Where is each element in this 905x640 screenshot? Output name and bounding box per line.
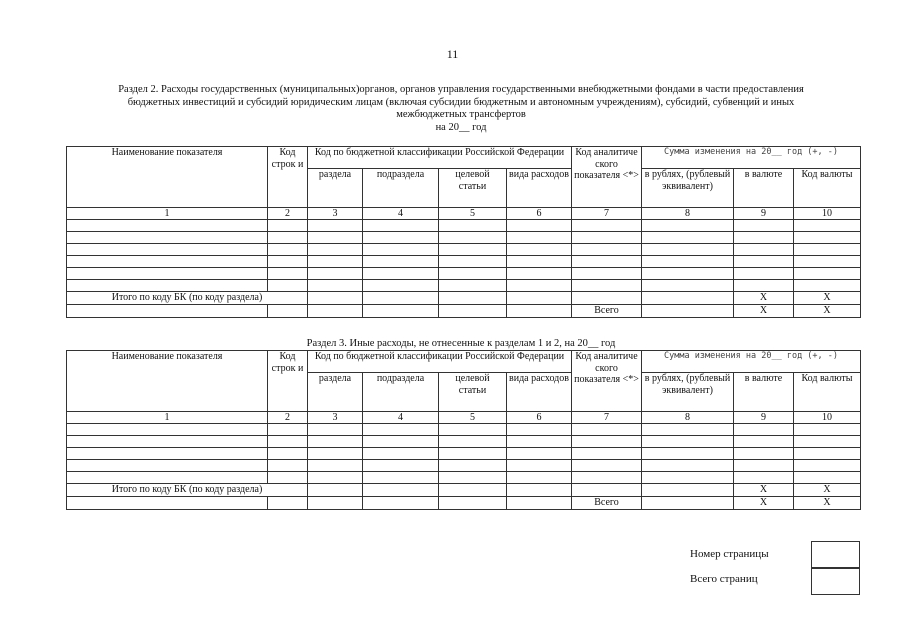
col-number: 4 [363, 208, 439, 220]
table-row [67, 244, 861, 256]
col-podrazdel-header: подраздела [363, 169, 439, 208]
section2-heading-line: межбюджетных трансфертов [396, 109, 526, 120]
table-row [67, 472, 861, 484]
col-number: 5 [439, 412, 507, 424]
section3-heading: Раздел 3. Иные расходы, не отнесенные к разделам 1 и 2, на 20__ год [306, 338, 616, 349]
col-row-code-header: Код строк и [268, 147, 308, 208]
table-row [67, 424, 861, 436]
section3-table [66, 350, 861, 510]
section2-table [66, 146, 861, 318]
col-kind-header: вида расходов [507, 373, 572, 412]
x-mark: X [794, 305, 861, 318]
col-name-header: Наименование показателя [67, 351, 268, 412]
col-number: 9 [734, 208, 794, 220]
section2-heading [66, 84, 856, 134]
col-currency-header: в валюте [734, 169, 794, 208]
grand-total-label: Всего [572, 497, 642, 510]
x-mark: X [794, 497, 861, 510]
table-row [67, 436, 861, 448]
col-number: 2 [268, 412, 308, 424]
col-name-header: Наименование показателя [67, 147, 268, 208]
x-mark: X [734, 305, 794, 318]
x-mark: X [734, 484, 794, 497]
table-row [67, 280, 861, 292]
page-number: 11 [446, 47, 459, 61]
total-pages-box[interactable] [811, 567, 860, 595]
table-row [67, 232, 861, 244]
grand-total-row [67, 497, 861, 510]
col-change-group-header: Сумма изменения на 20__ год (+, -) [642, 351, 861, 373]
col-podrazdel-header: подраздела [363, 373, 439, 412]
page-number-box[interactable] [811, 541, 860, 569]
grand-total-label: Всего [572, 305, 642, 318]
total-label: Итого по коду БК (по коду раздела) [67, 484, 308, 497]
col-number: 1 [67, 208, 268, 220]
page-number-label: Номер страницы [690, 548, 769, 560]
col-number: 2 [268, 208, 308, 220]
grand-total-row [67, 305, 861, 318]
total-pages-label: Всего страниц [690, 573, 758, 585]
total-row [67, 292, 861, 305]
col-kind-header: вида расходов [507, 169, 572, 208]
total-row [67, 484, 861, 497]
col-row-code-header: Код строк и [268, 351, 308, 412]
section2-heading-line: бюджетных инвестиций и субсидий юридическим лицам (включая субсидии бюджетным и автономным учреждениям), субсидий, субвенций и иных [127, 96, 795, 108]
col-target-header: целевой статьи [439, 373, 507, 412]
table-row [67, 256, 861, 268]
col-number: 3 [308, 208, 363, 220]
col-number: 7 [572, 208, 642, 220]
col-rub-header: в рублях, (рублевый эквивалент) [642, 169, 734, 208]
x-mark: X [794, 292, 861, 305]
col-number: 4 [363, 412, 439, 424]
col-rub-header: в рублях, (рублевый эквивалент) [642, 373, 734, 412]
x-mark: X [794, 484, 861, 497]
table-row [67, 460, 861, 472]
col-bk-group-header: Код по бюджетной классификации Российской Федерации [308, 351, 572, 373]
x-mark: X [734, 497, 794, 510]
col-number: 6 [507, 412, 572, 424]
col-number: 10 [794, 208, 861, 220]
col-analytic-header: Код аналитиче ского показателя <*> [572, 147, 642, 208]
col-number: 5 [439, 208, 507, 220]
table-row [67, 220, 861, 232]
col-razdel-header: раздела [308, 373, 363, 412]
col-number: 6 [507, 208, 572, 220]
col-bk-group-header: Код по бюджетной классификации Российской Федерации [308, 147, 572, 169]
col-target-header: целевой статьи [439, 169, 507, 208]
section2-heading-line: Раздел 2. Расходы государственных (муниципальных)органов, органов управления государственными внебюджетными фондами в части предоставления [118, 84, 804, 95]
table-row [67, 448, 861, 460]
col-change-group-header: Сумма изменения на 20__ год (+, -) [642, 147, 861, 169]
col-number: 8 [642, 208, 734, 220]
col-currency-code-header: Код валюты [794, 169, 861, 208]
total-label: Итого по коду БК (по коду раздела) [67, 292, 308, 305]
col-number: 8 [642, 412, 734, 424]
section2-heading-line: на 20__ год [435, 121, 487, 133]
col-analytic-header: Код аналитиче ского показателя <*> [572, 351, 642, 412]
col-number: 10 [794, 412, 861, 424]
x-mark: X [734, 292, 794, 305]
col-currency-header: в валюте [734, 373, 794, 412]
table-row [67, 268, 861, 280]
col-number: 3 [308, 412, 363, 424]
col-number: 1 [67, 412, 268, 424]
col-currency-code-header: Код валюты [794, 373, 861, 412]
col-number: 7 [572, 412, 642, 424]
col-razdel-header: раздела [308, 169, 363, 208]
col-number: 9 [734, 412, 794, 424]
